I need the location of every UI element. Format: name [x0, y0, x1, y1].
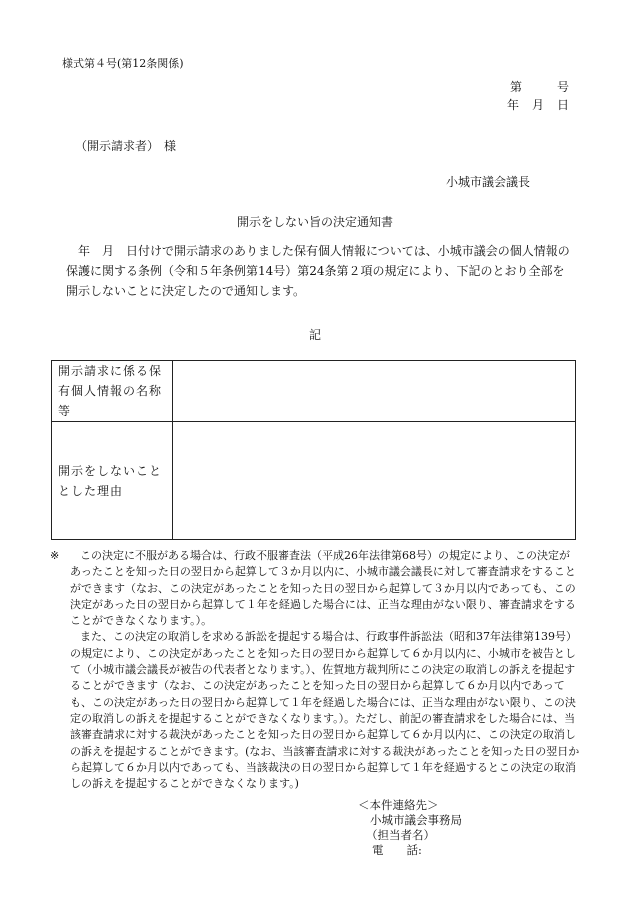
date-year-label: 年 [507, 98, 520, 112]
note-body [70, 548, 580, 792]
row2-label: 開示をしないこととした理由 [52, 422, 173, 540]
recipient-name: （開示請求者） [75, 139, 160, 153]
number-label-go: 号 [557, 80, 570, 94]
contact-block [358, 798, 462, 858]
table-row [52, 361, 576, 422]
note-section [50, 548, 580, 792]
contact-office: 小城市議会事務局 [370, 813, 462, 827]
row1-value [173, 361, 576, 422]
table-row [52, 422, 576, 540]
date-month-label: 月 [532, 98, 545, 112]
note-mark: ※ [50, 549, 60, 562]
contact-person: （担当者名） [366, 828, 435, 842]
recipient-honorific: 様 [164, 139, 177, 153]
number-label-dai: 第 [510, 80, 523, 94]
body-text: 年 月 日付けで開示請求のありました保有個人情報については、小城市議会の個人情報の保護に関する条例（令和５年条例第14号）第24条第２項の規定により、下記のとおり全部を開示しないことに決定したので通知します。 [66, 244, 570, 298]
form-number: 様式第４号(第12条関係) [62, 57, 184, 70]
date-day-label: 日 [557, 98, 570, 112]
note-paragraph-2: また、この決定の取消しを求める訴訟を提起する場合は、行政事件訴訟法（昭和37年法律第139号）の規定により、この決定があったことを知った日の翌日から起算して６か月以内に、小城市を被告として（小城市議会議長が被告の代表者となります。）、佐賀地方裁判所にこの決定の取消しの訴えを提起することができます（なお、この決定があったことを知った日の翌日から起算して６か月以内であっても、この決定があった日の翌日から起算して１年を経過した場合には、正当な理由がない限り、この決定の取消しの訴えを提起することができなくなります。）。ただし、前記の審査請求をした場合には、当該審査請求に対する裁決があったことを知った日の翌日から起算して６か月以内に、この決定の取消しの訴えを提起することができます。(なお、当該審査請求に対する裁決があったことを知った日の翌日から起算して６か月以内であっても、当該裁決の日の翌日から起算して１年を経過するとこの決定の取消しの訴えを提起することができなくなります。) [70, 630, 580, 791]
document-title: 開示をしない旨の決定通知書 [236, 215, 393, 229]
ki-label: 記 [308, 328, 321, 342]
decision-table [51, 360, 576, 540]
row1-label: 開示請求に係る保有個人情報の名称等 [52, 361, 173, 422]
row2-value [173, 422, 576, 540]
sender-title: 小城市議会議長 [446, 175, 531, 189]
contact-phone: 電 話: [372, 843, 422, 857]
note-paragraph-1: この決定に不服がある場合は、行政不服審査法（平成26年法律第68号）の規定により、この決定があったことを知った日の翌日から起算して３か月以内に、小城市議会議長に対して審査請求をすることができます（なお、この決定があったことを知った日の翌日から起算して３か月以内であっても、この決定があった日の翌日から起算して１年を経過した場合には、正当な理由がない限り、審査請求をすることができなくなります。）。 [70, 549, 576, 628]
body-paragraph [66, 241, 576, 301]
contact-heading: ＜本件連絡先＞ [358, 798, 439, 812]
